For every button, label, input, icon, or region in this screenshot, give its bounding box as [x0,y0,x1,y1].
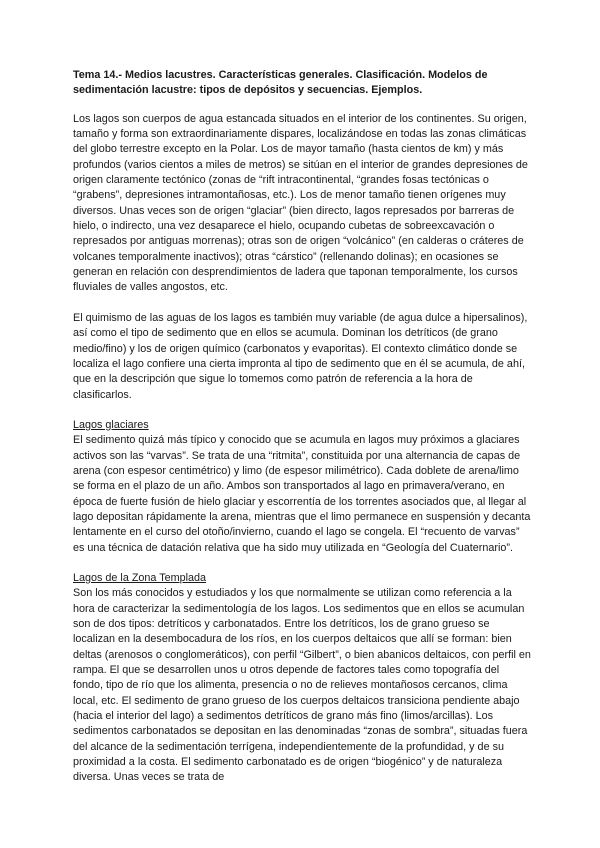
section-text: El sedimento quizá más típico y conocido que se acumula en lagos muy próximos a glaciares activos son las “varvas”. Se trata de una “ritmita”, constituida por una alternancia de capas de arena (con espesor centimétrico) y limo (de espesor milimétrico). Cada doblete de arena/limo se forma en el plazo de un año. Ambos son transportados al lago en primavera/verano, en época de fuerte fusión de hielo glaciar y escorrentía de los torrentes asociados que, al llegar al lago depositan rápidamente la arena, mientras que el limo permanece en suspensión y decanta lentamente en el curso del otoño/invierno, cuando el lago se congela. El “recuento de varvas” es una técnica de datación relativa que ha sido muy utilizada en “Geología del Cuaternario”. [73,434,531,554]
document-page [73,68,531,801]
intro-paragraph: Los lagos son cuerpos de agua estancada situados en el interior de los continentes. Su origen, tamaño y forma son extraordinariamente dispares, localizándose en todas las zonas climáticas del globo terrestre excepto en la Polar. Los de mayor tamaño (hasta cientos de km) y más profundos (varios cientos a miles de metros) se sitúan en el interior de grandes depresiones de origen claramente tectónico (zonas de “rift intracontinental, “grandes fosas tectónicas o “grabens”, depresiones intramontañosas, etc.). Los de menor tamaño tienen orígenes muy diversos. Unas veces son de origen “glaciar” (bien directo, lagos represados por barreras de hielo, o indirecto, una vez desaparece el hielo, ocupando cubetas de sobreexcavación o represados por antiguas morrenas); otras son de origen “volcánico” (en calderas o cráteres de volcanes temporalmente inactivos); otras “cárstico” (rellenando dolinas); en ocasiones se generan en relación con desprendimientos de ladera que taponan temporalmente, los cursos fluviales de valles angostos, etc. [73,112,528,294]
section-heading: Lagos glaciares [73,418,149,431]
section-heading: Lagos de la Zona Templada [73,571,207,584]
document-title: Tema 14.- Medios lacustres. Características generales. Clasificación. Modelos de sedimentación lacustre: tipos de depósitos y secuencias. Ejemplos. [73,69,488,97]
section-text: Son los más conocidos y estudiados y los que normalmente se utilizan como referencia a la hora de caracterizar la sedimentología de los lagos. Los sedimentos que en ellos se acumulan son de dos tipos: detríticos y carbonatados. Entre los detríticos, los de grano grueso se localizan en la desembocadura de los ríos, en los cuerpos deltaicos que allí se forman: bien deltas (arenosos o conglomeráticos), con perfil “Gilbert”, o bien abanicos deltaicos, con perfil en rampa. El que se desarrollen unos u otros depende de factores tales como topografía del fondo, tipo de río que los alimenta, presencia o no de relieves montañosos cercanos, clima local, etc. El sedimento de grano grueso de los cuerpos deltaicos transiciona pendiente abajo (hacia el interior del lago) a sedimentos detríticos de grano más fino (limos/arcillas). Los sedimentos carbonatados se depositan en las denominadas “zonas de sombra”, situadas fuera del alcance de la sedimentación terrígena, independientemente de la profundidad, y de su proximidad a la costa. El sedimento carbonatado es de origen “biogénico” y de naturaleza diversa. Unas veces se trata de [73,587,531,784]
section-temperate-lakes [73,571,531,786]
chemistry-paragraph: El quimismo de las aguas de los lagos es también muy variable (de agua dulce a hipersalinos), así como el tipo de sedimento que en ellos se acumula. Dominan los detríticos (de grano medio/fino) y los de origen químico (carbonatos y evaporitas). El contexto climático donde se localiza el lago confiere una cierta impronta al tipo de sedimento que en él se acumula, de ahí, que en la descripción que sigue lo tomemos como patrón de referencia a la hora de clasificarlos. [73,311,528,401]
section-glacial-lakes [73,418,531,556]
